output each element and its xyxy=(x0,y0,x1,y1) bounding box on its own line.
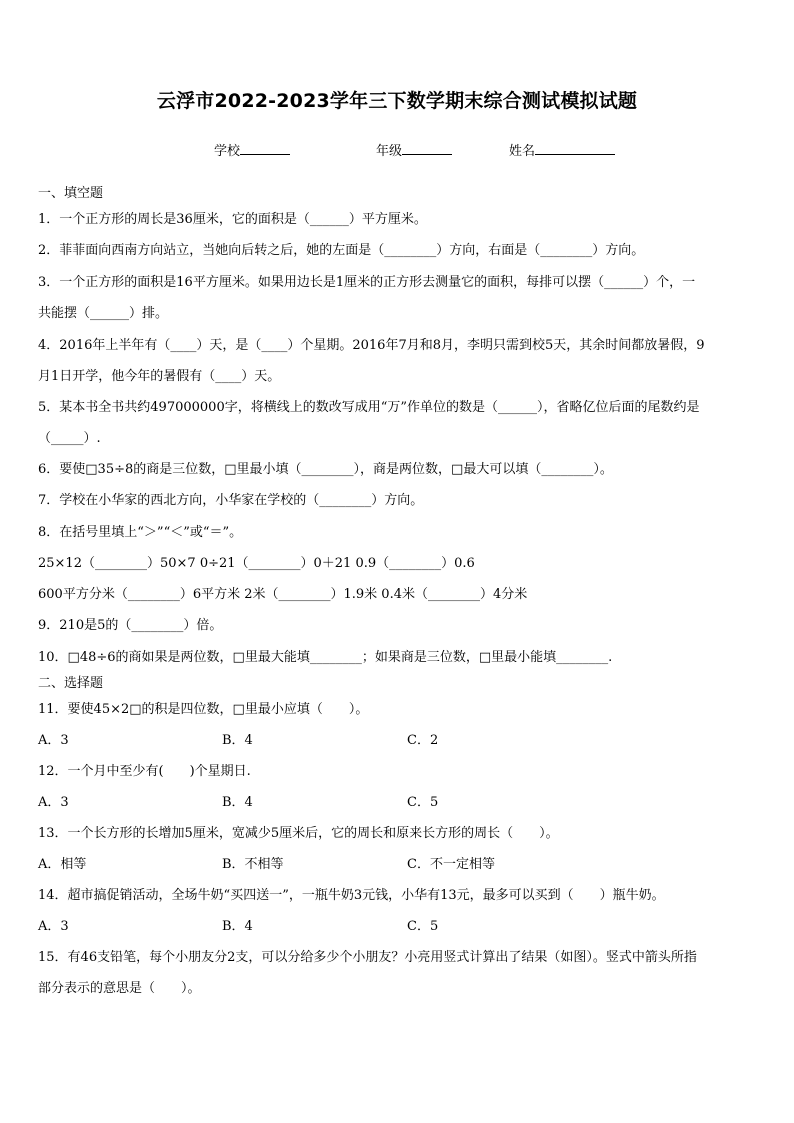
option-b[interactable]: B．4 xyxy=(222,919,253,934)
option-c[interactable]: C．5 xyxy=(407,795,439,810)
option-b[interactable]: B．4 xyxy=(222,733,253,748)
question-line: 600平方分米（________）6平方米 2米（________）1.9米 0.4米（________）4分米 xyxy=(38,587,528,602)
question-line: 25×12（________）50×7 0÷21（________）0＋21 0.9（________）0.6 xyxy=(38,556,475,571)
option-c[interactable]: C．不一定相等 xyxy=(407,857,495,872)
section-fill-heading: 一、填空题 xyxy=(38,186,104,201)
question-line: 5．某本书全书共约497000000字，将横线上的数改写成用“万”作单位的数是（______），省略亿位后面的尾数约是 xyxy=(38,400,700,415)
question-15-line: 部分表示的意思是（ ）。 xyxy=(38,981,201,996)
section-choice-heading: 二、选择题 xyxy=(38,676,104,691)
question-line: （_____）. xyxy=(38,431,101,446)
question-line: 1．一个正方形的周长是36厘米，它的面积是（______）平方厘米。 xyxy=(38,212,427,227)
option-a[interactable]: A．3 xyxy=(38,733,69,748)
option-a[interactable]: A．3 xyxy=(38,795,69,810)
school-blank[interactable] xyxy=(240,154,290,155)
option-a[interactable]: A．3 xyxy=(38,919,69,934)
question-line: 6．要使□35÷8的商是三位数，□里最小填（________），商是两位数，□最大可以填（________）。 xyxy=(38,462,613,477)
name-label: 姓名 xyxy=(509,144,536,159)
question-line: 2．菲菲面向西南方向站立，当她向后转之后，她的左面是（________）方向，右面是（________）方向。 xyxy=(38,243,645,258)
question-line: 8．在括号里填上“＞”“＜”或“＝”。 xyxy=(38,525,243,540)
question-12: 12．一个月中至少有( )个星期日. xyxy=(38,764,251,779)
grade-label: 年级 xyxy=(376,144,403,159)
option-c[interactable]: C．2 xyxy=(407,733,439,748)
school-label: 学校 xyxy=(214,144,241,159)
grade-blank[interactable] xyxy=(402,154,452,155)
page-title: 云浮市2022-2023学年三下数学期末综合测试模拟试题 xyxy=(156,90,638,112)
option-c[interactable]: C．5 xyxy=(407,919,439,934)
question-line: 共能摆（______）排。 xyxy=(38,306,169,321)
option-b[interactable]: B．不相等 xyxy=(222,857,284,872)
question-line: 3．一个正方形的面积是16平方厘米。如果用边长是1厘米的正方形去测量它的面积，每排可以摆（______）个，一 xyxy=(38,275,696,290)
question-15-line: 15．有46支铅笔，每个小朋友分2支，可以分给多少个小朋友？小亮用竖式计算出了结果（如图）。竖式中箭头所指 xyxy=(38,950,697,965)
name-blank[interactable] xyxy=(535,154,615,155)
question-line: 月1日开学，他今年的暑假有（____）天。 xyxy=(38,369,281,384)
school-field xyxy=(214,140,290,159)
question-14: 14．超市搞促销活动，全场牛奶“买四送一”，一瓶牛奶3元钱，小华有13元，最多可以买到（ ）瓶牛奶。 xyxy=(38,888,665,903)
question-11: 11．要使45×2□的积是四位数，□里最小应填（ ）。 xyxy=(38,702,369,717)
question-line: 9．210是5的（________）倍。 xyxy=(38,618,223,633)
question-line: 4．2016年上半年有（____）天，是（____）个星期。2016年7月和8月，李明只需到校5天，其余时间都放暑假，9 xyxy=(38,338,705,353)
question-13: 13．一个长方形的长增加5厘米，宽减少5厘米后，它的周长和原来长方形的周长（ ）。 xyxy=(38,826,559,841)
question-line: 7．学校在小华家的西北方向，小华家在学校的（________）方向。 xyxy=(38,493,424,508)
option-b[interactable]: B．4 xyxy=(222,795,253,810)
name-field xyxy=(509,140,615,159)
grade-field xyxy=(376,140,452,159)
option-a[interactable]: A．相等 xyxy=(38,857,87,872)
question-line: 10．□48÷6的商如果是两位数，□里最大能填________；如果商是三位数，□里最小能填________. xyxy=(38,650,613,665)
